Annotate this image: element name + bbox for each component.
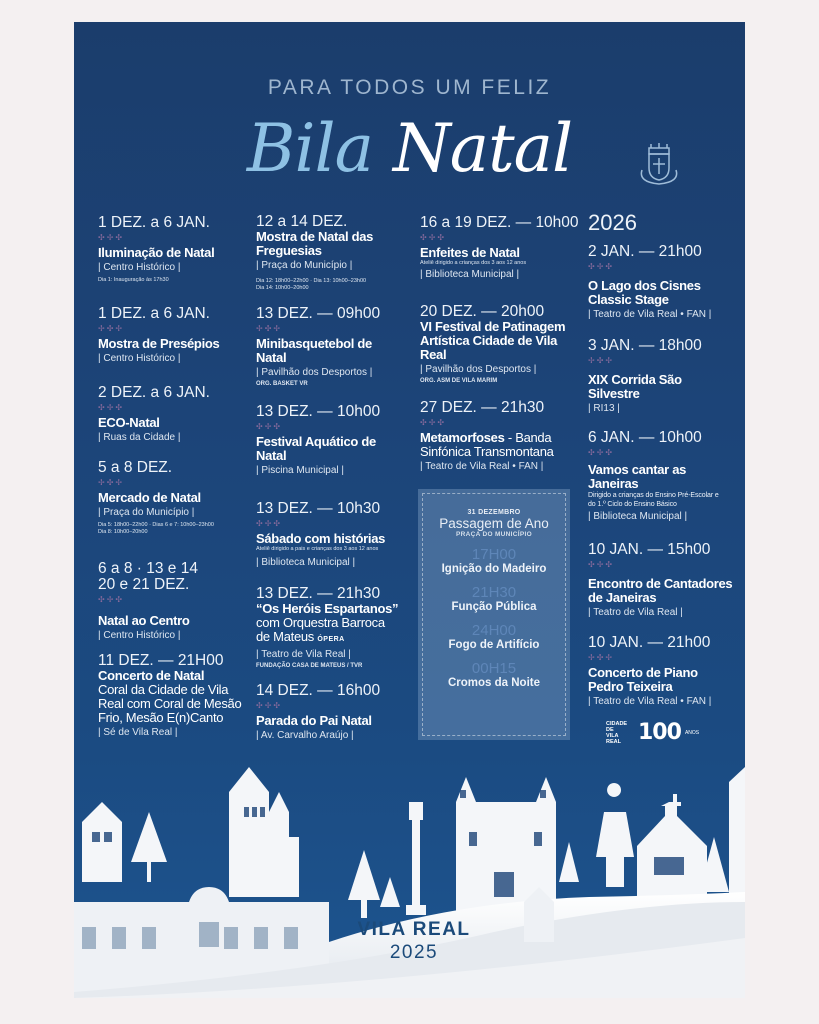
event-date: 27 DEZ. — 21h30 bbox=[420, 399, 545, 416]
event-venue: | Teatro de Vila Real • FAN | bbox=[420, 461, 544, 472]
new-year-title: Passagem de Ano bbox=[439, 516, 549, 531]
new-year-item: Fogo de Artifício bbox=[448, 639, 540, 651]
new-year-item: Função Pública bbox=[451, 601, 537, 613]
event-date: 11 DEZ. — 21H00 bbox=[98, 652, 224, 669]
stars-icon: ✢✣✢ bbox=[256, 324, 283, 333]
event-note: Dia 14: 10h00–20h00 bbox=[256, 285, 309, 291]
event-venue: | Centro Histórico | bbox=[98, 262, 181, 273]
event-date: 10 JAN. — 15h00 bbox=[588, 541, 711, 558]
event-date: 13 DEZ. — 09h00 bbox=[256, 305, 381, 322]
event-venue: | Biblioteca Municipal | bbox=[588, 511, 688, 522]
event-tag: ÓPERA bbox=[317, 636, 345, 643]
event-date: 13 DEZ. — 10h00 bbox=[256, 403, 381, 420]
event-title: Mostra de Presépios bbox=[98, 336, 220, 351]
event-venue: | Pavilhão dos Desportos | bbox=[256, 367, 373, 378]
event-title: ECO-Natal bbox=[98, 415, 160, 430]
title-natal: Natal bbox=[392, 110, 573, 187]
stars-icon: ✢✣✢ bbox=[588, 356, 615, 365]
event-eco-natal bbox=[98, 385, 263, 444]
event-venue: | Praça do Município | bbox=[98, 507, 195, 518]
event-enfeites bbox=[420, 215, 585, 281]
event-iluminacao bbox=[98, 215, 263, 284]
event-corrida bbox=[588, 338, 745, 415]
event-title: Sábado com histórias bbox=[256, 531, 386, 546]
stars-icon: ✣✢✣ bbox=[98, 233, 125, 242]
event-date: 3 JAN. — 18h00 bbox=[588, 337, 702, 354]
logo-number: 100 bbox=[638, 720, 681, 745]
footer-year: 2025 bbox=[389, 942, 439, 963]
municipal-crest-icon bbox=[634, 140, 684, 190]
event-presepios bbox=[98, 306, 263, 365]
event-venue: | Teatro de Vila Real • FAN | bbox=[588, 696, 712, 707]
event-festival-aquatico bbox=[256, 404, 421, 477]
event-venue: | RI13 | bbox=[588, 403, 620, 414]
stars-icon: ✣✢✣ bbox=[256, 701, 283, 710]
event-cantadores bbox=[588, 542, 745, 619]
event-concerto-natal bbox=[98, 653, 248, 739]
stars-icon: ✣✢✣ bbox=[588, 560, 615, 569]
event-venue: | Centro Histórico | bbox=[98, 630, 181, 641]
event-date: 10 JAN. — 21h00 bbox=[588, 634, 711, 651]
event-sabado-historias bbox=[256, 501, 421, 569]
event-herois-espartanos bbox=[256, 586, 421, 670]
event-subtitle-text: com Orquestra Barroca de Mateus bbox=[256, 615, 385, 644]
event-date: 20 e 21 DEZ. bbox=[98, 576, 190, 593]
new-year-time: 17H00 bbox=[471, 546, 517, 563]
stars-icon: ✢✣✢ bbox=[98, 478, 125, 487]
event-title: O Lago dos Cisnes Classic Stage bbox=[588, 278, 701, 307]
event-subtitle: - Banda Sinfónica Transmontana bbox=[420, 430, 554, 459]
event-date: 6 a 8 · 13 e 14 bbox=[98, 560, 198, 577]
event-date: 20 DEZ. — 20h00 bbox=[420, 303, 545, 320]
event-date: 6 JAN. — 10h00 bbox=[588, 429, 702, 446]
event-lago-cisnes bbox=[588, 244, 745, 321]
event-title: Mostra de Natal das Freguesias bbox=[256, 229, 374, 258]
event-date: 1 DEZ. a 6 JAN. bbox=[98, 214, 210, 231]
event-note: Dia 5: 18h00–22h00 · Dias 6 e 7: 10h00–23h00 bbox=[98, 522, 214, 528]
event-venue: | Teatro de Vila Real • FAN | bbox=[588, 309, 712, 320]
event-title: VI Festival de Patinagem Artística Cidade de Vila Real bbox=[420, 319, 566, 362]
event-note: Ateliê dirigido a crianças dos 3 aos 12 anos bbox=[420, 260, 527, 266]
event-metamorfoses bbox=[420, 400, 570, 473]
event-freguesias bbox=[256, 214, 421, 292]
event-venue: | Sé de Vila Real | bbox=[98, 727, 178, 738]
stars-icon: ✢✣✢ bbox=[588, 653, 615, 662]
event-title: Mercado de Natal bbox=[98, 490, 201, 505]
event-venue: | Centro Histórico | bbox=[98, 353, 181, 364]
event-title: Festival Aquático de Natal bbox=[256, 434, 376, 463]
event-subtitle bbox=[256, 616, 386, 647]
event-date: 1 DEZ. a 6 JAN. bbox=[98, 305, 210, 322]
title-bila: Bila bbox=[246, 110, 373, 187]
event-mercado bbox=[98, 460, 263, 536]
event-natal-centro bbox=[98, 561, 263, 642]
event-title: Metamorfoses bbox=[420, 430, 505, 445]
stars-icon: ✣✢✣ bbox=[256, 422, 283, 431]
event-venue: | Praça do Município | bbox=[256, 260, 353, 271]
event-title: Vamos cantar as Janeiras bbox=[588, 462, 687, 491]
stars-icon: ✣✢✣ bbox=[588, 262, 615, 271]
header-subtitle: PARA TODOS UM FELIZ bbox=[267, 76, 552, 99]
new-year-place: PRAÇA DO MUNICÍPIO bbox=[456, 531, 532, 538]
event-venue: | Teatro de Vila Real | bbox=[256, 649, 351, 660]
event-note: Dia 8: 10h00–20h00 bbox=[98, 529, 148, 535]
logo-line2: VILA REAL bbox=[606, 732, 621, 745]
new-year-time: 21H30 bbox=[471, 584, 517, 601]
event-venue: | Av. Carvalho Araújo | bbox=[256, 730, 354, 741]
event-date: 13 DEZ. — 10h30 bbox=[256, 500, 381, 517]
stars-icon: ✢✣✢ bbox=[98, 324, 125, 333]
event-date: 13 DEZ. — 21h30 bbox=[256, 585, 381, 602]
event-venue: | Biblioteca Municipal | bbox=[256, 557, 356, 568]
event-patinagem bbox=[420, 304, 585, 385]
centenary-logo-text bbox=[606, 721, 634, 745]
event-note: Dirigido a crianças do Ensino Pré-Escolar e bbox=[588, 492, 719, 499]
stars-icon: ✣✢✣ bbox=[98, 403, 125, 412]
new-year-item: Ignição do Madeiro bbox=[441, 563, 547, 575]
new-year-item: Cromos da Noite bbox=[447, 677, 540, 689]
logo-line1: CIDADE DE bbox=[606, 720, 628, 733]
event-venue: | Biblioteca Municipal | bbox=[420, 269, 520, 280]
footer-city: VILA REAL bbox=[357, 919, 471, 940]
event-note: Dia 1: Inauguração às 17h30 bbox=[98, 277, 169, 283]
event-parada-pai-natal bbox=[256, 683, 421, 742]
event-note: do 1.º Ciclo do Ensino Básico bbox=[588, 500, 677, 508]
event-minibasquetebol bbox=[256, 306, 421, 388]
event-org: ORG. ASM DE VILA MARIM bbox=[420, 378, 498, 384]
event-date: 12 a 14 DEZ. bbox=[256, 213, 348, 230]
new-year-time: 00H15 bbox=[471, 660, 517, 677]
event-title: Natal ao Centro bbox=[98, 613, 190, 628]
event-title: Concerto de Natal bbox=[98, 668, 205, 683]
event-title: XIX Corrida São Silvestre bbox=[588, 372, 682, 401]
logo-suffix: ANOS bbox=[684, 729, 700, 736]
event-title: “Os Heróis Espartanos” bbox=[256, 601, 399, 616]
stars-icon: ✣✢✣ bbox=[420, 418, 447, 427]
stars-icon: ✣✢✣ bbox=[256, 519, 283, 528]
poster bbox=[74, 22, 745, 998]
event-title: Parada do Pai Natal bbox=[256, 713, 372, 728]
event-date: 16 a 19 DEZ. — 10h00 bbox=[420, 214, 579, 231]
dashed-border bbox=[422, 493, 566, 736]
year-heading: 2026 bbox=[588, 210, 637, 235]
event-concerto-piano bbox=[588, 635, 745, 708]
event-venue: | Piscina Municipal | bbox=[256, 465, 345, 476]
event-date: 2 JAN. — 21h00 bbox=[588, 243, 702, 260]
event-venue: | Ruas da Cidade | bbox=[98, 432, 181, 443]
event-janeiras bbox=[588, 430, 745, 523]
stars-icon: ✣✢✣ bbox=[588, 448, 615, 457]
event-note: Ateliê dirigido a pais e crianças dos 3 aos 12 anos bbox=[256, 546, 379, 552]
stars-icon: ✣✢✣ bbox=[98, 595, 125, 604]
event-note: Dia 12: 18h00–22h00 · Dia 13: 10h00–23h00 bbox=[256, 278, 367, 284]
event-org: ORG. BASKET VR bbox=[256, 381, 308, 387]
event-title: Concerto de Piano Pedro Teixeira bbox=[588, 665, 698, 694]
new-year-box bbox=[418, 489, 570, 740]
event-date: 2 DEZ. a 6 JAN. bbox=[98, 384, 210, 401]
new-year-time: 24H00 bbox=[471, 622, 517, 639]
event-venue: | Pavilhão dos Desportos | bbox=[420, 364, 537, 375]
event-venue: | Teatro de Vila Real | bbox=[588, 607, 683, 618]
event-title: Minibasquetebol de Natal bbox=[256, 336, 372, 365]
event-title: Encontro de Cantadores de Janeiras bbox=[588, 576, 733, 605]
event-date: 5 a 8 DEZ. bbox=[98, 459, 173, 476]
event-subtitle: Coral da Cidade de Vila Real com Coral de Mesão Frio, Mesão E(n)Canto bbox=[98, 682, 242, 725]
event-title: Enfeites de Natal bbox=[420, 245, 520, 260]
new-year-date: 31 DEZEMBRO bbox=[467, 509, 521, 516]
event-title: Iluminação de Natal bbox=[98, 245, 215, 260]
event-org: FUNDAÇÃO CASA DE MATEUS / TVR bbox=[256, 663, 363, 669]
stars-icon: ✣✢✣ bbox=[420, 233, 447, 242]
event-date: 14 DEZ. — 16h00 bbox=[256, 682, 381, 699]
